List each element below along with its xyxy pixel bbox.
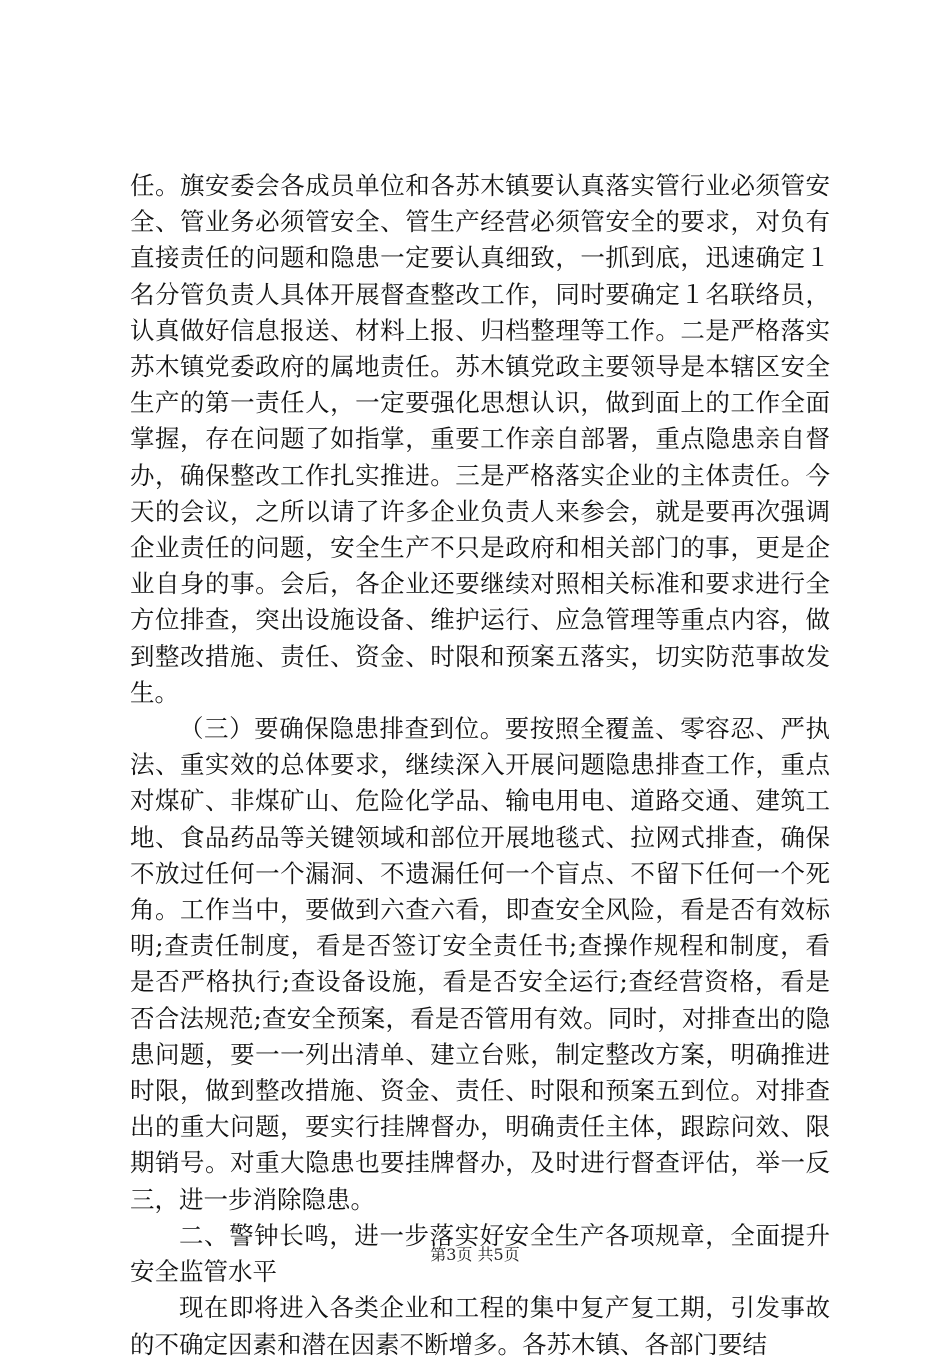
paragraph: 任。旗安委会各成员单位和各苏木镇要认真落实管行业必须管安全、管业务必须管安全、管生产经营必须管安全的要求，对负有直接责任的问题和隐患一定要认真细致，一抓到底，迅速确定１名分管负责人具体开展督查整改工作，同时要确定１名联络员，认真做好信息报送、材料上报、归档整理等工作。二是严格落实苏木镇党委政府的属地责任。苏木镇党政主要领导是本辖区安全生产的第一责任人，一定要强化思想认识，做到面上的工作全面掌握，存在问题了如指掌，重要工作亲自部署，重点隐患亲自督办，确保整改工作扎实推进。三是严格落实企业的主体责任。今天的会议，之所以请了许多企业负责人来参会，就是要再次强调企业责任的问题，安全生产不只是政府和相关部门的事，更是企业自身的事。会后，各企业还要继续对照相关标准和要求进行全方位排查，突出设施设备、维护运行、应急管理等重点内容，做到整改措施、责任、资金、时限和预案五落实，切实防范事故发生。 xyxy=(130,171,830,707)
section-heading: 二、警钟长鸣，进一步落实好安全生产各项规章，全面提升安全监管水平 xyxy=(130,1220,830,1287)
page-number: 第3页 共5页 xyxy=(430,1245,520,1264)
paragraph: 现在即将进入各类企业和工程的集中复产复工期，引发事故的不确定因素和潜在因素不断增多。各苏木镇、各部门要结 xyxy=(130,1293,830,1359)
page-footer xyxy=(0,1245,950,1265)
paragraph: （三）要确保隐患排查到位。要按照全覆盖、零容忍、严执法、重实效的总体要求，继续深入开展问题隐患排查工作，重点对煤矿、非煤矿山、危险化学品、输电用电、道路交通、建筑工地、食品药品等关键领域和部位开展地毯式、拉网式排查，确保不放过任何一个漏洞、不遗漏任何一个盲点、不留下任何一个死角。工作当中，要做到六查六看，即查安全风险，看是否有效标明;查责任制度，看是否签订安全责任书;查操作规程和制度，看是否严格执行;查设备设施，看是否安全运行;查经营资格，看是否合法规范;查安全预案，看是否管用有效。同时，对排查出的隐患问题，要一一列出清单、建立台账，制定整改方案，明确推进时限，做到整改措施、资金、责任、时限和预案五到位。对排查出的重大问题，要实行挂牌督办，明确责任主体，跟踪问效、限期销号。对重大隐患也要挂牌督办，及时进行督查评估，举一反三，进一步消除隐患。 xyxy=(130,714,830,1214)
document-body xyxy=(130,168,830,1363)
